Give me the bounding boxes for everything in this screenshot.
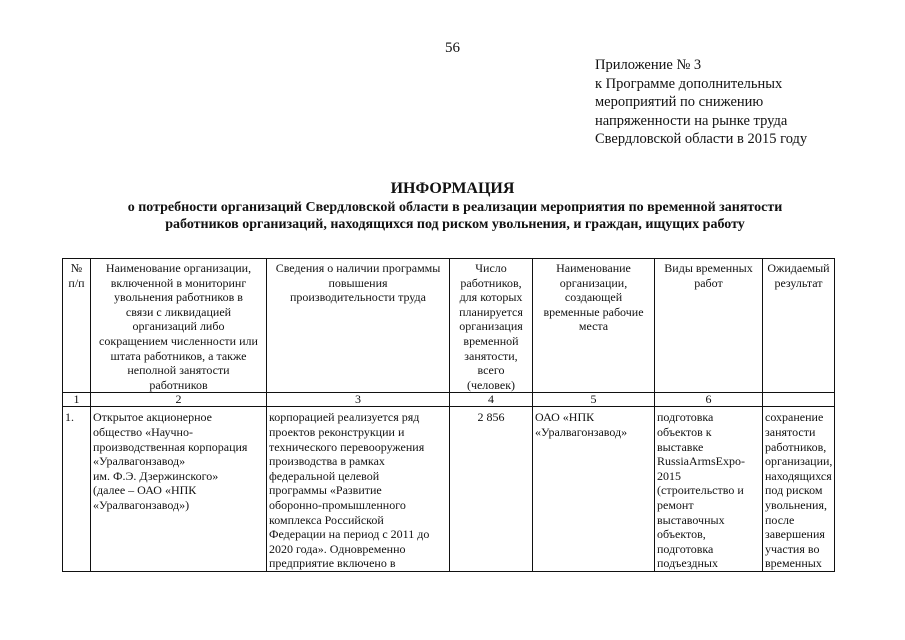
- cell-text-line: Наименование: [556, 261, 631, 275]
- cell-text-line: Ожидаемый: [767, 261, 830, 275]
- cell-text-line: организации,: [559, 275, 628, 290]
- cell-text-line: работников: [149, 377, 208, 392]
- cell-text-line: производительности труда: [289, 290, 426, 305]
- header-cell-count: [450, 259, 533, 393]
- subtitle-line: работников организаций, находящихся под риском увольнения, и граждан, ищущих работу: [165, 217, 745, 232]
- document-title: ИНФОРМАЦИЯ: [390, 180, 515, 197]
- cell-text-line: работников,: [765, 439, 827, 454]
- cell-text-line: занятости,: [464, 348, 518, 363]
- header-cell-expected-result: [763, 259, 835, 393]
- cell-text-line: корпорацией реализуется ряд: [269, 410, 420, 425]
- cell-text-line: временной: [463, 333, 519, 348]
- column-number: 5: [533, 393, 655, 407]
- cell-text-line: подготовка: [657, 541, 714, 556]
- cell-text-line: «Уралвагонзавод»): [93, 497, 190, 512]
- cell-text-line: проектов реконструкции и: [269, 424, 405, 439]
- appendix-line: напряженности на рынке труда: [595, 112, 788, 129]
- appendix-line: Приложение № 3: [595, 57, 702, 73]
- column-number: 2: [91, 393, 267, 407]
- document-subtitle: [95, 199, 815, 233]
- column-number: 1: [63, 393, 91, 407]
- cell-text-line: неполной занятости: [127, 363, 230, 378]
- cell-text-line: завершения: [765, 527, 825, 542]
- cell-text-line: создающей: [564, 290, 623, 305]
- cell-text-line: выставке: [657, 439, 704, 454]
- cell-text-line: «Уралвагонзавод»: [93, 454, 186, 469]
- info-table: [62, 258, 835, 572]
- appendix-line: Свердловской области в 2015 году: [595, 131, 808, 147]
- cell-text-line: организации,: [765, 454, 833, 469]
- cell-text-line: 2015: [657, 468, 681, 483]
- cell-text-line: ремонт: [657, 497, 694, 512]
- column-number: [763, 393, 835, 407]
- cell-text-line: объектов,: [657, 527, 706, 542]
- cell-text-line: под риском: [765, 483, 823, 498]
- appendix-block: [595, 56, 807, 149]
- cell-text-line: Сведения о наличии программы: [275, 261, 441, 275]
- worker-count: 2 856: [450, 407, 533, 572]
- cell-text-line: увольнения работников в: [114, 290, 243, 305]
- cell-text-line: комплекса Российской: [269, 512, 384, 527]
- cell-text-line: 2020 года». Одновременно: [269, 541, 406, 556]
- cell-text-line: им. Ф.Э. Дзержинского»: [93, 468, 219, 483]
- subtitle-line: о потребности организаций Свердловской области в реализации мероприятия по временной занятости: [127, 200, 783, 215]
- cell-text-line: RussiaArmsExpo-: [657, 454, 745, 469]
- cell-text-line: связи с ликвидацией: [125, 304, 232, 319]
- cell-text-line: всего: [477, 363, 505, 378]
- column-number: 4: [450, 393, 533, 407]
- header-cell-program: [267, 259, 450, 393]
- header-cell-organization: [91, 259, 267, 393]
- cell-text-line: объектов к: [657, 424, 712, 439]
- cell-text-line: увольнения,: [765, 497, 827, 512]
- cell-text-line: подготовка: [657, 410, 714, 425]
- cell-text-line: Число: [475, 261, 507, 275]
- cell-text-line: Наименование организации,: [105, 261, 252, 275]
- cell-text-line: организаций либо: [132, 319, 225, 334]
- cell-text-line: ОАО «НПК: [535, 410, 595, 425]
- cell-text-line: сокращением численности или: [99, 333, 258, 348]
- table-row: [63, 407, 835, 572]
- cell-text-line: работников,: [460, 275, 522, 290]
- appendix-line: мероприятий по снижению: [595, 94, 764, 110]
- cell-text-line: п/п: [68, 275, 85, 290]
- cell-text-line: предприятие включено в: [269, 556, 396, 571]
- work-types: [655, 407, 763, 572]
- column-number: 6: [655, 393, 763, 407]
- header-cell-number: [63, 259, 91, 393]
- creating-organization: [533, 407, 655, 572]
- cell-text-line: для которых: [459, 290, 523, 305]
- column-number-row: [63, 393, 835, 407]
- cell-text-line: (строительство и: [657, 483, 744, 498]
- row-number: 1.: [63, 407, 91, 572]
- page-number: 56: [445, 40, 460, 56]
- cell-text-line: результат: [774, 275, 823, 290]
- cell-text-line: (далее – ОАО «НПК: [93, 483, 197, 498]
- cell-text-line: подъездных: [657, 556, 718, 571]
- cell-text-line: временных: [765, 556, 822, 571]
- cell-text-line: общество «Научно-: [93, 424, 193, 439]
- cell-text-line: участия во: [765, 541, 820, 556]
- cell-text-line: планируется: [459, 304, 523, 319]
- table-header-row: [63, 259, 835, 393]
- expected-result: [763, 407, 835, 572]
- cell-text-line: места: [578, 319, 609, 334]
- cell-text-line: временные рабочие: [543, 304, 644, 319]
- cell-text-line: федеральной целевой: [269, 468, 380, 483]
- cell-text-line: включенной в мониторинг: [110, 275, 247, 290]
- cell-text-line: №: [70, 261, 83, 275]
- appendix-line: к Программе дополнительных: [595, 75, 783, 92]
- program-info: [267, 407, 450, 572]
- cell-text-line: программы «Развитие: [269, 483, 382, 498]
- cell-text-line: оборонно-промышленного: [269, 497, 406, 512]
- cell-text-line: занятости: [765, 424, 816, 439]
- cell-text-line: после: [765, 512, 795, 527]
- column-number: 3: [267, 393, 450, 407]
- cell-text-line: Виды временных: [664, 261, 753, 275]
- cell-text-line: организация: [459, 319, 523, 334]
- cell-text-line: Федерации на период с 2011 до: [269, 527, 430, 542]
- cell-text-line: повышения: [328, 275, 388, 290]
- cell-text-line: штата работников, а также: [110, 348, 247, 363]
- cell-text-line: сохранение: [765, 410, 824, 425]
- cell-text-line: производственная корпорация: [93, 439, 248, 454]
- header-cell-work-types: [655, 259, 763, 393]
- cell-text-line: «Уралвагонзавод»: [535, 424, 628, 439]
- cell-text-line: Открытое акционерное: [93, 410, 213, 425]
- cell-text-line: технического перевооружения: [269, 439, 425, 454]
- organization-name: [91, 407, 267, 572]
- cell-text-line: выставочных: [657, 512, 725, 527]
- cell-text-line: находящихся: [765, 468, 832, 483]
- header-cell-creating-org: [533, 259, 655, 393]
- cell-text-line: работ: [694, 275, 723, 290]
- cell-text-line: (человек): [466, 377, 516, 392]
- cell-text-line: производства в рамках: [269, 454, 385, 469]
